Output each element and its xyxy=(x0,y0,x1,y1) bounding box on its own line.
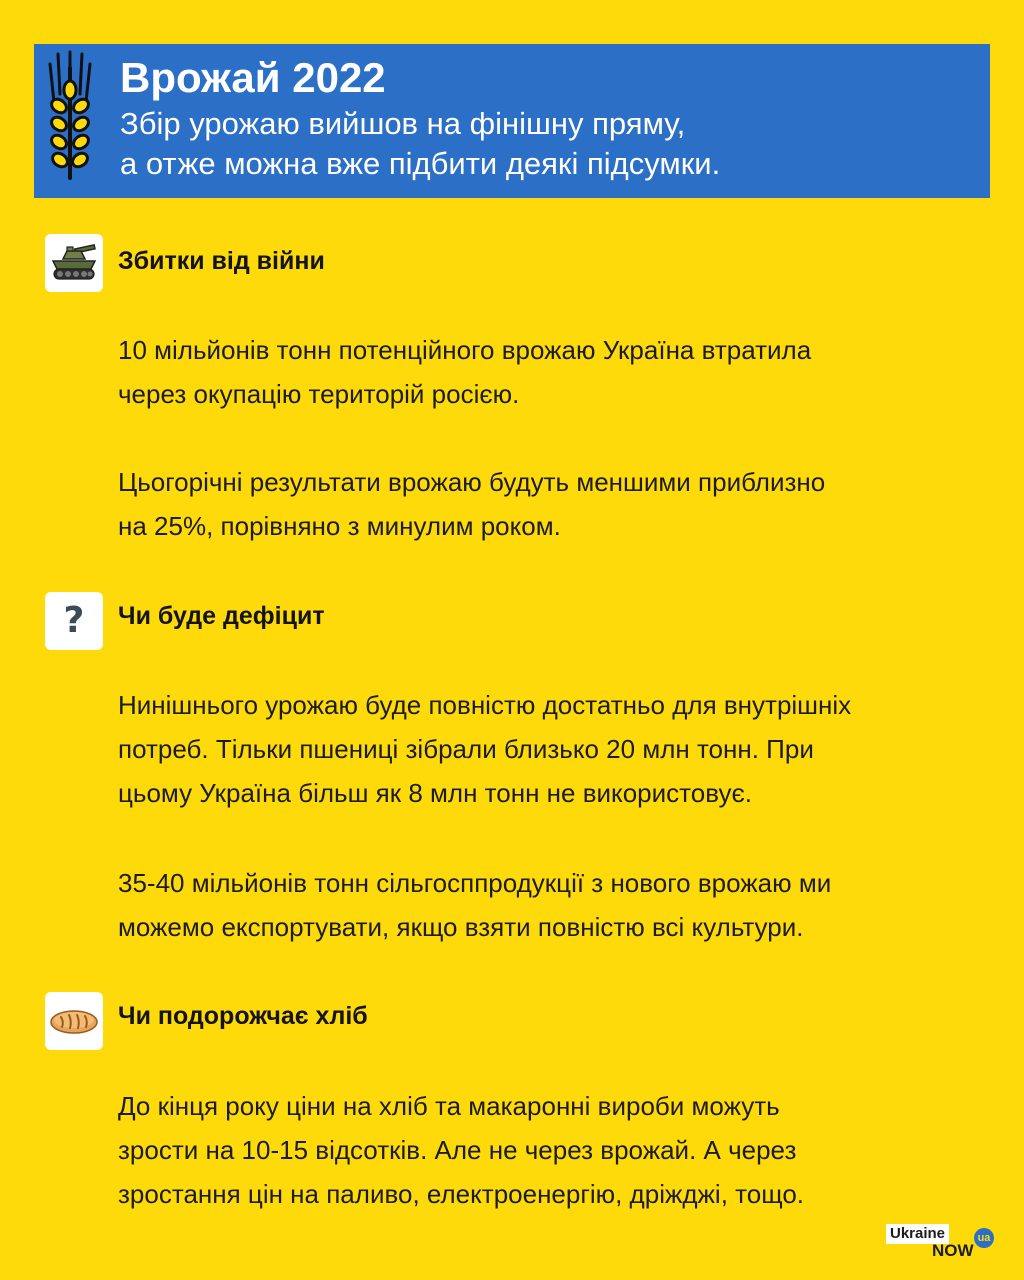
paragraph xyxy=(118,683,851,815)
paragraph xyxy=(118,861,831,949)
text-line: цьому Україна більш як 8 млн тонн не використовує. xyxy=(118,778,752,808)
page-title: Врожай 2022 xyxy=(120,54,386,101)
logo-word-ukraine: Ukraine xyxy=(886,1224,949,1244)
paragraph xyxy=(118,1084,804,1216)
page-subtitle xyxy=(120,104,720,184)
logo-badge-ua: ua xyxy=(974,1228,994,1248)
text-line: Цьогорічні результати врожаю будуть меншими приблизно xyxy=(118,467,826,497)
text-line: 10 мільйонів тонн потенційного врожаю Україна втратила xyxy=(118,335,812,365)
subtitle-line: а отже можна вже підбити деякі підсумки. xyxy=(120,146,721,181)
paragraph xyxy=(118,328,811,416)
subtitle-line: Збір урожаю вийшов на фінішну пряму, xyxy=(120,106,686,141)
ukraine-now-logo xyxy=(886,1222,996,1262)
section-title-war-losses: Збитки від війни xyxy=(118,247,325,275)
text-line: Нинішнього урожаю буде повністю достатньо для внутрішніх xyxy=(118,690,852,720)
text-line: можемо експортувати, якщо взяти повністю всі культури. xyxy=(118,912,804,942)
section-icon-box xyxy=(45,992,103,1050)
section-title-deficit: Чи буде дефіцит xyxy=(118,602,325,630)
section-title-bread-prices: Чи подорожчає хліб xyxy=(118,1002,368,1030)
text-line: зрости на 10-15 відсотків. Але не через врожай. А через xyxy=(118,1135,797,1165)
text-line: До кінця року ціни на хліб та макаронні вироби можуть xyxy=(118,1091,780,1121)
text-line: потреб. Тільки пшениці зібрали близько 20 млн тонн. При xyxy=(118,734,814,764)
tank-icon xyxy=(49,243,99,283)
wheat-icon xyxy=(44,50,96,182)
question-mark-icon: ? xyxy=(63,600,85,641)
text-line: через окупацію територій росією. xyxy=(118,379,520,409)
text-line: на 25%, порівняно з минулим роком. xyxy=(118,511,561,541)
text-line: 35-40 мільйонів тонн сільгосппродукції з нового врожаю ми xyxy=(118,868,832,898)
logo-word-now: NOW xyxy=(932,1241,974,1260)
section-icon-box xyxy=(45,234,103,292)
paragraph xyxy=(118,460,825,548)
bread-icon xyxy=(49,1007,99,1035)
section-icon-box xyxy=(45,592,103,650)
text-line: зростання цін на паливо, електроенергію, дріжджі, тощо. xyxy=(118,1179,805,1209)
